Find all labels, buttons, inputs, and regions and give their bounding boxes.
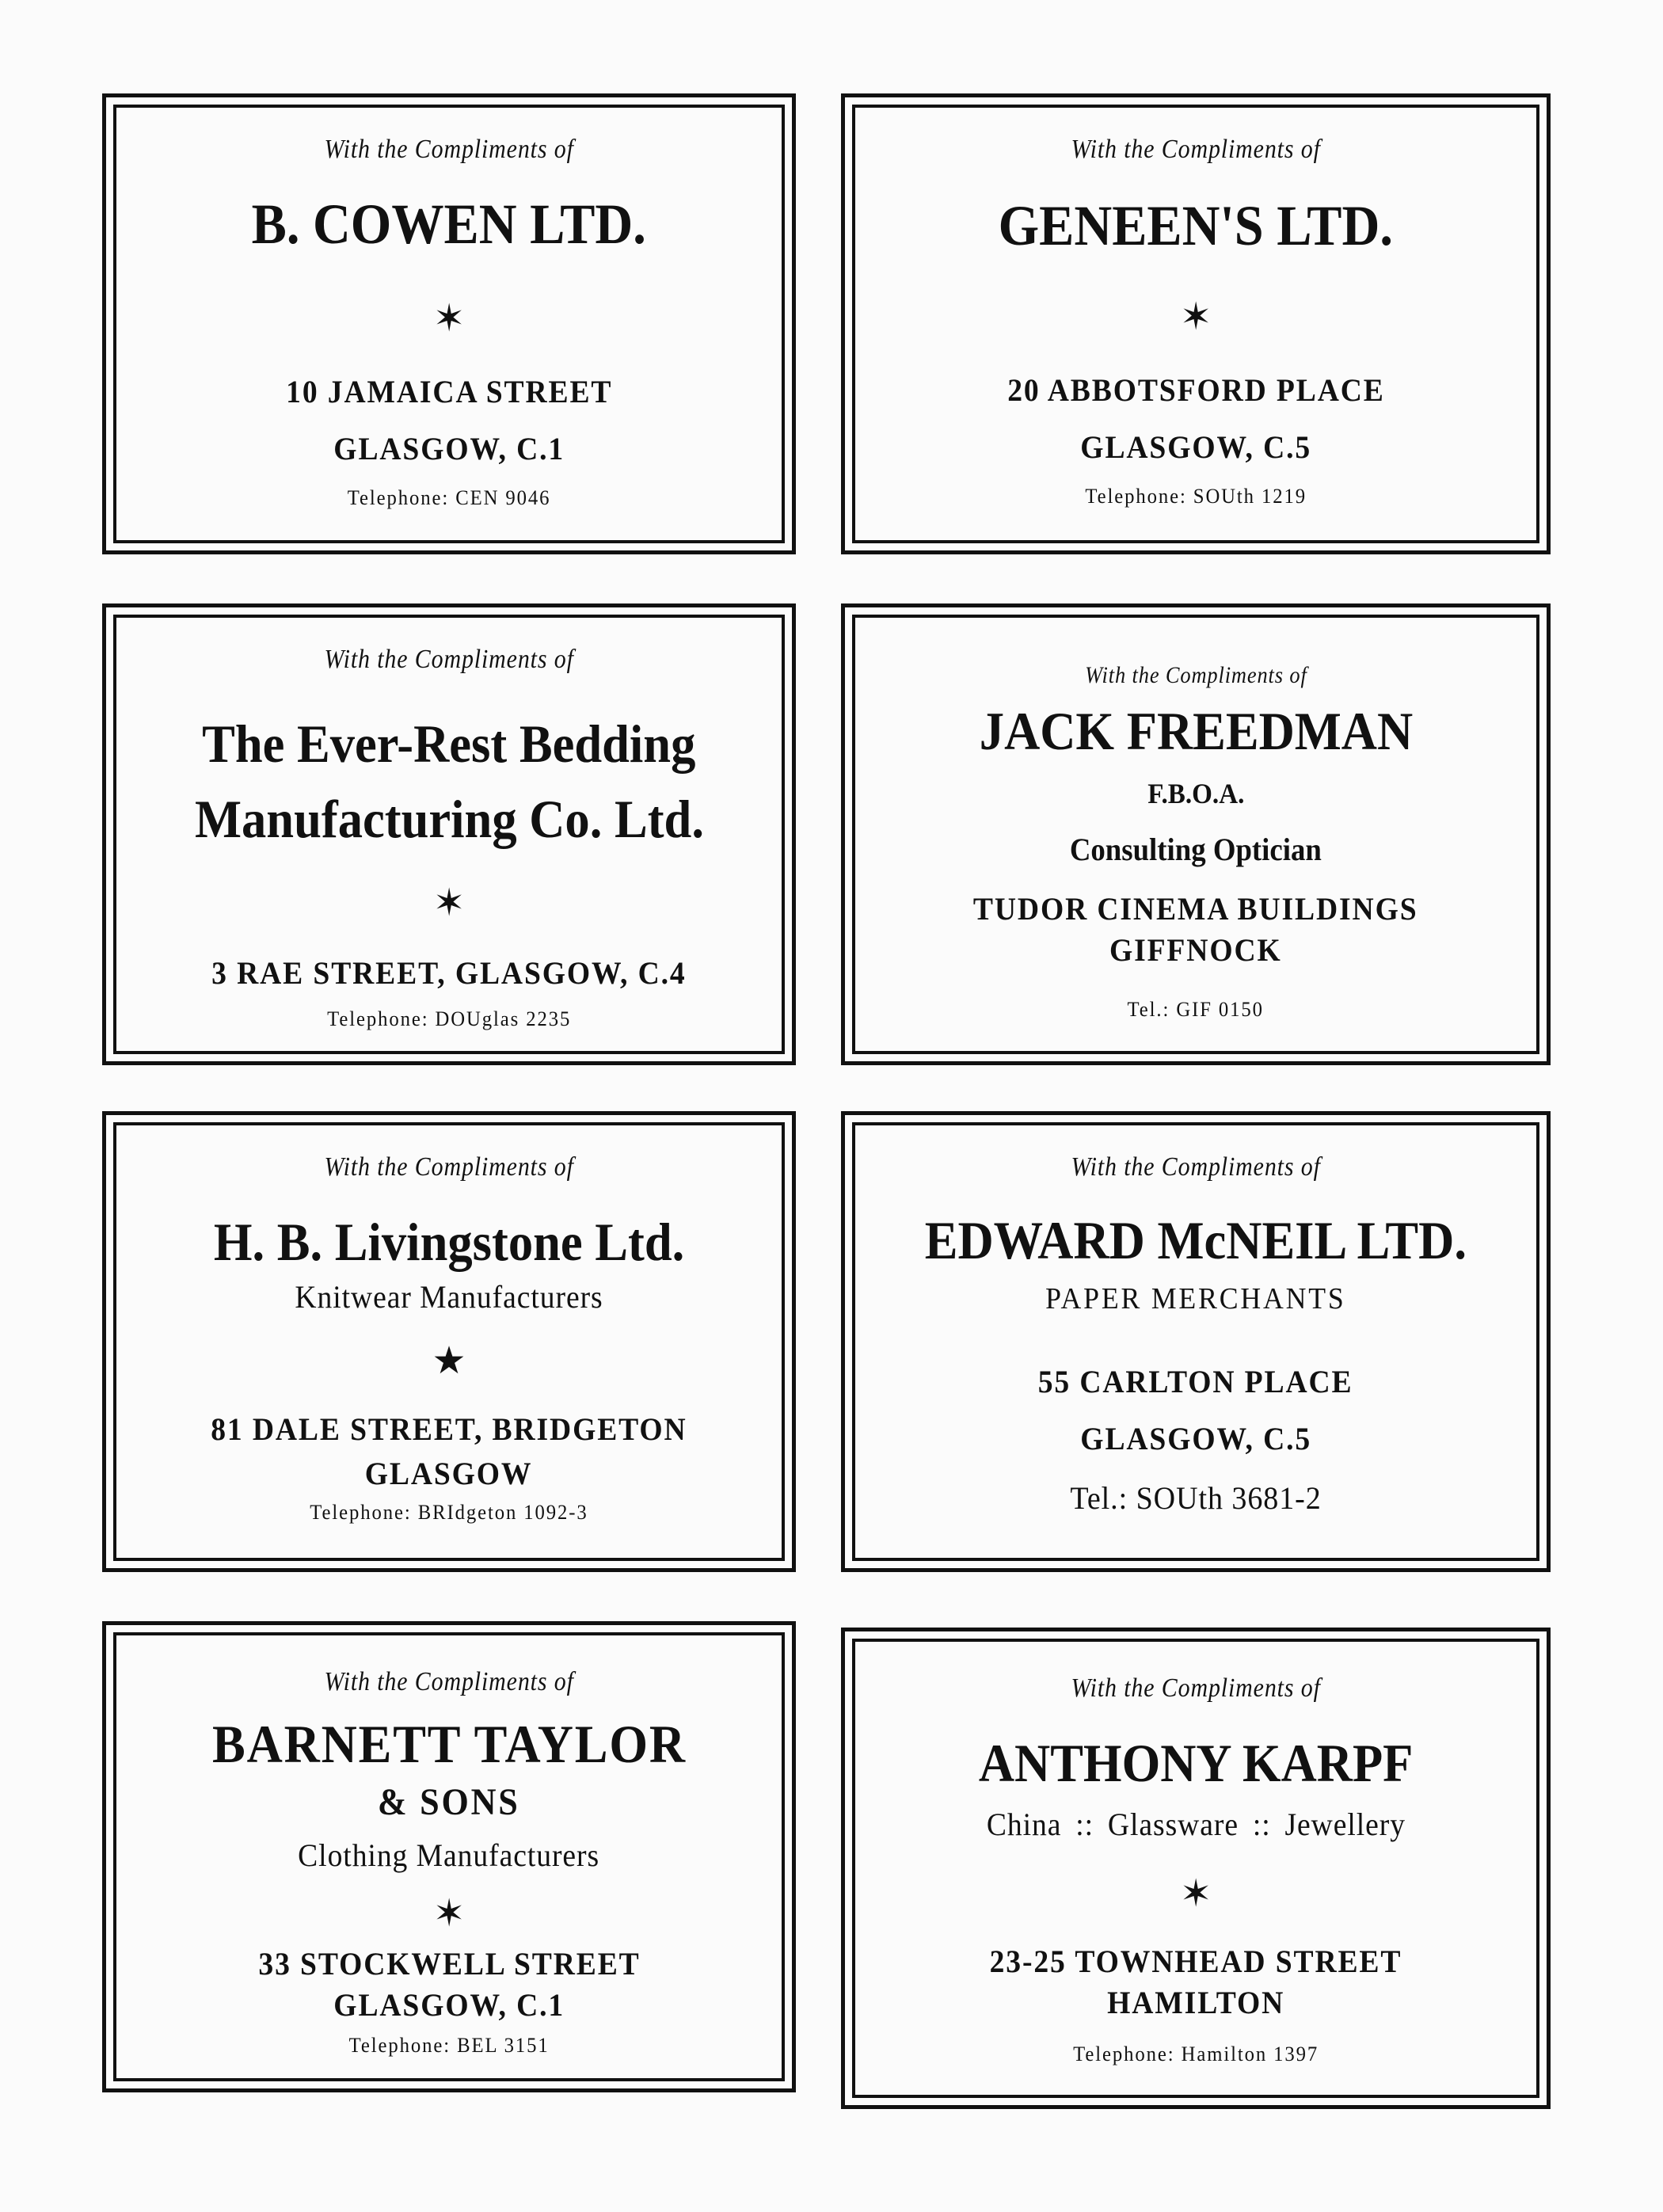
ad-barnett-taylor	[102, 1621, 796, 2092]
company-name: ANTHONY KARPF	[978, 1733, 1414, 1793]
trade-description: Knitwear Manufacturers	[295, 1279, 603, 1315]
ad-ever-rest-bedding	[102, 603, 796, 1065]
star-icon: ✶	[432, 294, 466, 337]
ad-frame	[852, 1639, 1539, 2098]
address-line: 10 JAMAICA STREET	[285, 373, 613, 409]
qualification: F.B.O.A.	[1147, 778, 1245, 810]
profession: Consulting Optician	[1069, 832, 1322, 868]
telephone: Telephone: BEL 3151	[348, 2034, 550, 2058]
ad-frame	[113, 1632, 785, 2081]
ad-frame	[113, 615, 785, 1054]
compliments-line: With the Compliments of	[1084, 662, 1307, 688]
telephone: Tel.: SOUth 3681-2	[1070, 1480, 1322, 1517]
compliments-line: With the Compliments of	[1071, 1673, 1321, 1703]
company-name-line-1: The Ever-Rest Bedding	[202, 714, 696, 774]
telephone: Telephone: SOUth 1219	[1085, 484, 1307, 508]
address-line: TUDOR CINEMA BUILDINGS	[973, 891, 1418, 927]
address-line: 55 CARLTON PLACE	[1038, 1364, 1353, 1400]
address-line: GLASGOW, C.1	[333, 430, 565, 466]
address-line: GLASGOW	[365, 1456, 533, 1492]
address-line: GIFFNOCK	[1109, 932, 1282, 969]
compliments-line: With the Compliments of	[324, 645, 574, 674]
address-line: 23-25 TOWNHEAD STREET	[989, 1944, 1402, 1980]
compliments-line: With the Compliments of	[1071, 135, 1321, 164]
company-name: H. B. Livingstone Ltd.	[213, 1212, 685, 1272]
company-name: JACK FREEDMAN	[979, 701, 1413, 761]
compliments-line: With the Compliments of	[1071, 1152, 1321, 1182]
company-name-suffix: & SONS	[378, 1781, 520, 1824]
company-name: GENEEN'S LTD.	[998, 194, 1394, 257]
star-icon: ★	[432, 1340, 466, 1383]
ad-hb-livingstone	[102, 1111, 796, 1572]
company-name: B. COWEN LTD.	[251, 192, 647, 256]
address-line: HAMILTON	[1106, 1985, 1284, 2021]
address-line: GLASGOW, C.5	[1080, 428, 1311, 465]
company-name: EDWARD McNEIL LTD.	[924, 1210, 1467, 1270]
ad-b-cowen	[102, 93, 796, 554]
ad-edward-mcneil	[841, 1111, 1551, 1572]
ad-geneens	[841, 93, 1551, 554]
ad-frame	[852, 615, 1539, 1054]
trade-description: Clothing Manufacturers	[298, 1837, 600, 1874]
address-line: 20 ABBOTSFORD PLACE	[1007, 371, 1385, 408]
address-line: GLASGOW, C.5	[1080, 1421, 1311, 1457]
star-icon: ✶	[1179, 292, 1212, 335]
ad-anthony-karpf	[841, 1628, 1551, 2109]
trade-description: China :: Glassware :: Jewellery	[986, 1807, 1406, 1843]
address-line: 33 STOCKWELL STREET	[257, 1946, 641, 1982]
ad-frame	[113, 105, 785, 543]
telephone: Telephone: BRIdgeton 1092-3	[310, 1501, 588, 1525]
star-icon: ✶	[1179, 1870, 1212, 1913]
star-icon: ✶	[432, 879, 466, 922]
telephone: Telephone: DOUglas 2235	[326, 1007, 572, 1031]
company-name: BARNETT TAYLOR	[211, 1714, 687, 1774]
compliments-line: With the Compliments of	[324, 1667, 574, 1696]
company-name-line-2: Manufacturing Co. Ltd.	[194, 789, 704, 850]
ad-jack-freedman	[841, 603, 1551, 1065]
star-icon: ✶	[432, 1890, 466, 1932]
compliments-line: With the Compliments of	[324, 1152, 574, 1182]
telephone: Telephone: CEN 9046	[347, 485, 551, 509]
address-line: GLASGOW, C.1	[333, 1987, 565, 2024]
address-line: 81 DALE STREET, BRIDGETON	[211, 1411, 687, 1448]
ad-frame	[113, 1122, 785, 1561]
ad-frame	[852, 1122, 1539, 1561]
ad-frame	[852, 105, 1539, 543]
compliments-line: With the Compliments of	[324, 135, 574, 164]
telephone: Telephone: Hamilton 1397	[1072, 2043, 1319, 2066]
address-line: 3 RAE STREET, GLASGOW, C.4	[211, 955, 687, 992]
trade-description: PAPER MERCHANTS	[1045, 1282, 1346, 1316]
telephone: Tel.: GIF 0150	[1127, 998, 1265, 1022]
